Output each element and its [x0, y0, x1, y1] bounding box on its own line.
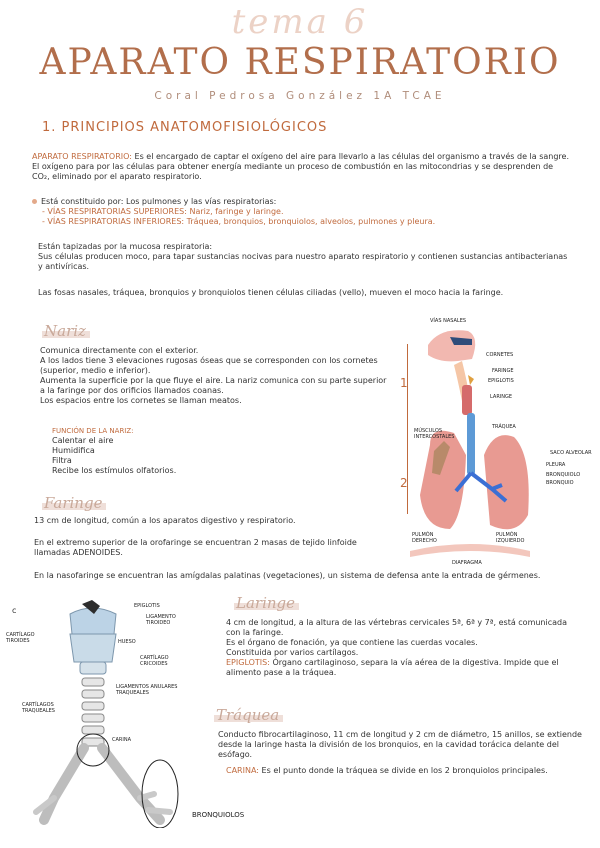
label-ligamento: LIGAMENTO TIROIDEO [146, 614, 176, 626]
epiglotis-term: EPIGLOTIS: [226, 658, 270, 667]
faringe-p2: En el extremo superior de la orofaringe se encuentran 2 masas de tejido linfoide llamadas ADENOIDES. [34, 538, 357, 557]
mucosa-line-1: Están tapizadas por la mucosa respiratoria: [38, 242, 213, 251]
label-saco-alveolar: SACO ALVEOLAR [550, 450, 592, 456]
carina-text: Es el punto donde la tráquea se divide en los 2 bronquiolos principales. [261, 766, 548, 775]
nariz-heading: Nariz [44, 322, 86, 340]
label-epiglotis: EPIGLOTIS [488, 378, 514, 384]
functions-title: FUNCIÓN DE LA NARIZ: [52, 427, 134, 435]
function-item: Recibe los estímulos olfatorios. [52, 466, 177, 475]
label-faringe: FARINGE [492, 368, 514, 374]
label-cartilagos: CARTÍLAGOS TRAQUEALES [22, 702, 55, 714]
intro-paragraph [32, 152, 572, 182]
nasal-cavity [428, 330, 475, 361]
nariz-p1: Comunica directamente con el exterior. [40, 346, 199, 355]
label-cartilago-cricoides: CARTÍLAGO CRICOIDES [140, 655, 169, 667]
bullet-dot [32, 199, 37, 204]
nariz-p4: Los espacios entre los cornetes se llaman meatos. [40, 396, 242, 405]
label-bronquiolo: BRONQUIOLO [546, 472, 581, 478]
epiglotis-text: Órgano cartilaginoso, separa la vía aérea de la digestiva. Impide que el alimento pase a la tráquea. [226, 658, 559, 677]
label-musculos: MÚSCULOS INTERCOSTALES [414, 428, 455, 440]
traquea-text [218, 730, 584, 776]
label-carina: CARINA [112, 737, 132, 743]
label-cornetes: CORNETES [486, 352, 514, 358]
label-vias-nasales: VÍAS NASALES [430, 318, 467, 324]
constitution-list [32, 197, 572, 227]
label-pulmon-izquierdo: PULMÓN IZQUIERDO [496, 532, 525, 544]
label-epiglotis-left: EPIGLOTIS [134, 603, 160, 609]
mucosa-paragraph [38, 242, 568, 272]
laringe-p2: Es el órgano de fonación, ya que contiene las cuerdas vocales. [226, 638, 478, 647]
label-traquea: TRÁQUEA [492, 424, 516, 430]
label-diafragma: DIAFRAGMA [452, 560, 482, 566]
label-pleura: PLEURA [546, 462, 566, 468]
label-hueso: HUESO [118, 639, 136, 645]
topic-heading: tema 6 [231, 2, 369, 42]
thyroid-cartilage [70, 634, 116, 662]
traquea-p1: Conducto fibrocartilaginoso, 11 cm de longitud y 2 cm de diámetro, 15 anillos, se extiende desde la laringe hasta la división de los bronquios, en la cavidad torácica delante del esófago. [218, 730, 582, 759]
intro-text: Es el encargado de captar el oxígeno del aire para llevarlo a las células del organismo a través de la sangre. El oxígeno para por las células para obtener energía mediante un proceso de combustión en las mitocondrias y se desprenden de CO₂, eliminado por el aparato respiratorio. [32, 152, 570, 181]
label-pulmon-derecho: PULMÓN DERECHO [412, 532, 437, 544]
laringe-p1: 4 cm de longitud, a la altura de las vértebras cervicales 5ª, 6ª y 7ª, está comunicada con la faringe. [226, 618, 568, 637]
diaphragm-shape [410, 544, 530, 557]
label-cartilago-tiroides: CARTÍLAGO TIROIDES [6, 632, 35, 644]
larynx-shape [462, 385, 472, 415]
label-bronquiolos: BRONQUIOLOS [192, 811, 245, 819]
mucosa-line-2: Sus células producen moco, para tapar sustancias nocivas para nuestro aparato respiratorio y contienen sustancias antibacterianas y antivíricas. [38, 252, 568, 271]
lower-airways: - VÍAS RESPIRATORIAS INFERIORES: Tráquea, bronquios, bronquiolos, alveolos, pulmones y pleura. [42, 217, 436, 226]
author-line: Coral Pedrosa González 1A TCAE [154, 90, 446, 102]
laringe-text [226, 618, 582, 678]
laringe-p3: Constituida por varios cartílagos. [226, 648, 359, 657]
intro-term: APARATO RESPIRATORIO: [32, 152, 132, 161]
function-item: Filtra [52, 456, 72, 465]
bracket-2: 2 [400, 476, 408, 490]
nariz-p2: A los lados tiene 3 elevaciones rugosas óseas que se corresponden con los cornetes (superior, medio e inferior). [40, 356, 378, 375]
epiglottis-shape [468, 375, 474, 385]
label-ligamentos: LIGAMENTOS ANULARES TRAQUEALES [116, 684, 178, 696]
laringe-heading: Laringe [236, 594, 296, 612]
bracket-1: 1 [400, 376, 408, 390]
left-lung [484, 435, 529, 529]
carina-term: CARINA: [226, 766, 259, 775]
function-item: Humidifica [52, 446, 95, 455]
faringe-p1: 13 cm de longitud, común a los aparatos digestivo y respiratorio. [34, 516, 296, 525]
nariz-p3: Aumenta la superficie por la que fluye el aire. La nariz comunica con su parte superior a la faringe por dos orificios llamados coanas. [40, 376, 387, 395]
label-bronquio: BRONQUIO [546, 480, 574, 486]
cricoid-cartilage [80, 662, 106, 674]
cilia-paragraph: Las fosas nasales, tráquea, bronquios y bronquiolos tienen células ciliadas (vello), mueven el moco hacia la faringe. [38, 288, 504, 297]
nariz-functions [52, 426, 252, 476]
function-item: Calentar el aire [52, 436, 114, 445]
traquea-heading: Tráquea [216, 706, 280, 724]
label-laringe: LARINGE [490, 394, 513, 400]
page-title: APARATO RESPIRATORIO [39, 42, 561, 83]
corner-mark: c [12, 606, 17, 615]
section-title: 1. PRINCIPIOS ANATOMOFISIOLÓGICOS [42, 120, 328, 135]
bullet-text: Está constituido por: Los pulmones y las vías respiratorias: [41, 197, 277, 206]
nariz-text [40, 346, 390, 406]
faringe-p3: En la nasofaringe se encuentran las amígdalas palatinas (vegetaciones), un sistema de defensa ante la entrada de gérmenes. [34, 571, 541, 580]
trachea-shape [467, 413, 475, 475]
upper-airways: - VÍAS RESPIRATORIAS SUPERIORES: Nariz, faringe y laringe. [42, 207, 284, 216]
faringe-heading: Faringe [44, 494, 103, 512]
